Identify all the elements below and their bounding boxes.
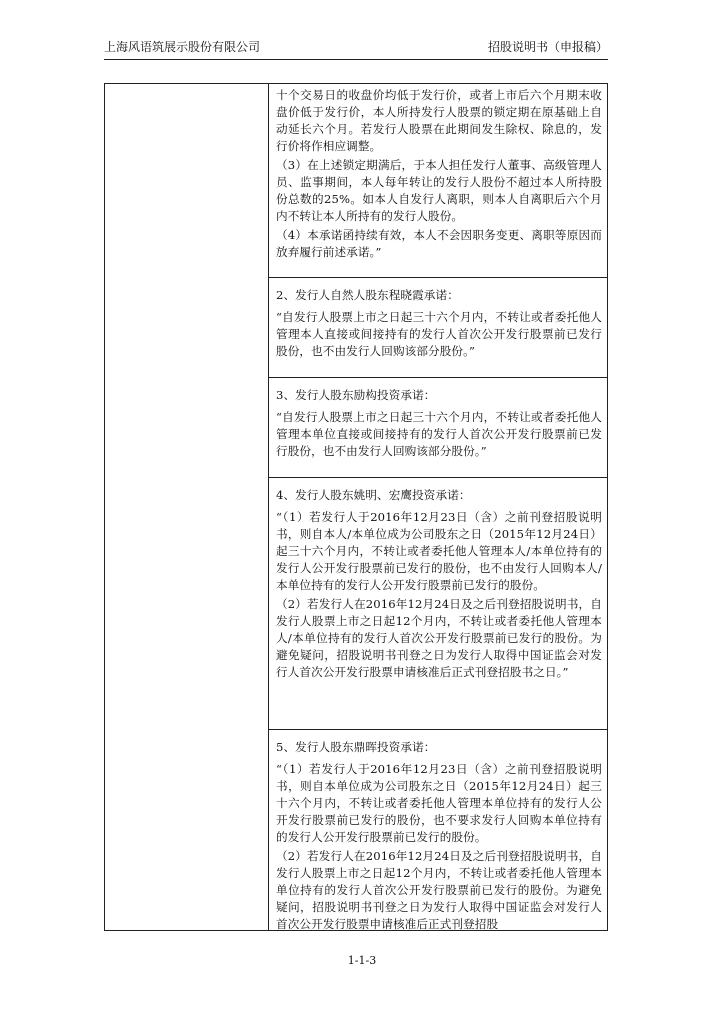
commitment-cell-5 [269, 730, 607, 930]
section-title: 2、发行人自然人股东程晓霞承诺： [276, 288, 459, 302]
paragraph: （2）若发行人在2016年12月24日及之后刊登招股说明书，自发行人股票上市之日起12个月内，不转让或者委托他人管理本单位持有的发行人首次公开发行股票前已发行的股份。为避免疑问，招股说明书刊登之日为发行人取得中国证监会对发行人首次公开发行股票申请核准后正式刊登招股 [276, 849, 602, 931]
paragraph: （3）在上述锁定期满后，于本人担任发行人董事、高级管理人员、监事期间，本人每年转让的发行人股份不超过本人所持股份总数的25%。如本人自发行人离职，则本人自离职后六个月内不转让本人所持有的发行人股份。 [276, 158, 602, 223]
commitment-cell-4 [269, 478, 607, 730]
page-header [104, 40, 608, 58]
paragraph: “（1）若发行人于2016年12月23日（含）之前刊登招股说明书，则自本单位成为公司股东之日（2015年12月24日）起三十六个月内，不转让或者委托他人管理本单位持有的发行人公开发行股票前已发行的股份，也不要求发行人回购本单位持有的发行人公开发行股票前已发行的股份。 [276, 762, 602, 844]
paragraph: “（1）若发行人于2016年12月23日（含）之前刊登招股说明书，则自本人/本单位成为公司股东之日（2015年12月24日）起三十六个月内，不转让或者委托他人管理本人/本单位持有的发行人公开发行股票前已发行的股份，也不由发行人回购本人/本单位持有的发行人公开发行股票前已发行的股份。 [276, 510, 602, 592]
section-title: 3、发行人股东励构投资承诺： [276, 388, 436, 402]
paragraph: （2）若发行人在2016年12月24日及之后刊登招股说明书，自发行人股票上市之日起12个月内，不转让或者委托他人管理本人/本单位持有的发行人首次公开发行股票前已发行的股份。为避免疑问，招股说明书刊登之日为发行人取得中国证监会对发行人首次公开发行股票申请核准后正式刊登招股书之日。” [276, 597, 602, 679]
header-rule [104, 59, 608, 60]
commitment-cell-1 [269, 84, 607, 278]
document-type: 招股说明书（申报稿） [487, 40, 608, 54]
commitment-table [104, 83, 608, 931]
commitment-cell-3 [269, 378, 607, 478]
section-title: 4、发行人股东姚明、宏鹰投资承诺： [276, 488, 471, 502]
paragraph: “自发行人股票上市之日起三十六个月内，不转让或者委托他人管理本单位直接或间接持有的发行人首次公开发行股票前已发行股份，也不由发行人回购该部分股份。” [276, 410, 602, 458]
commitment-column [269, 84, 607, 930]
section-title: 5、发行人股东鼎晖投资承诺： [276, 740, 436, 754]
page-number: 1-1-3 [347, 954, 377, 967]
paragraph: 十个交易日的收盘价均低于发行价，或者上市后六个月期末收盘价低于发行价，本人所持发行人股票的锁定期在原基础上自动延长六个月。若发行人股票在此期间发生除权、除息的，发行价将作相应调整。 [276, 88, 602, 153]
paragraph: “自发行人股票上市之日起三十六个月内，不转让或者委托他人管理本人直接或间接持有的发行人首次公开发行股票前已发行股份，也不由发行人回购该部分股份。” [276, 310, 602, 358]
paragraph: （4）本承诺函持续有效，本人不会因职务变更、离职等原因而放弃履行前述承诺。” [276, 228, 602, 259]
commitment-cell-2 [269, 278, 607, 378]
company-name: 上海风语筑展示股份有限公司 [104, 40, 261, 54]
